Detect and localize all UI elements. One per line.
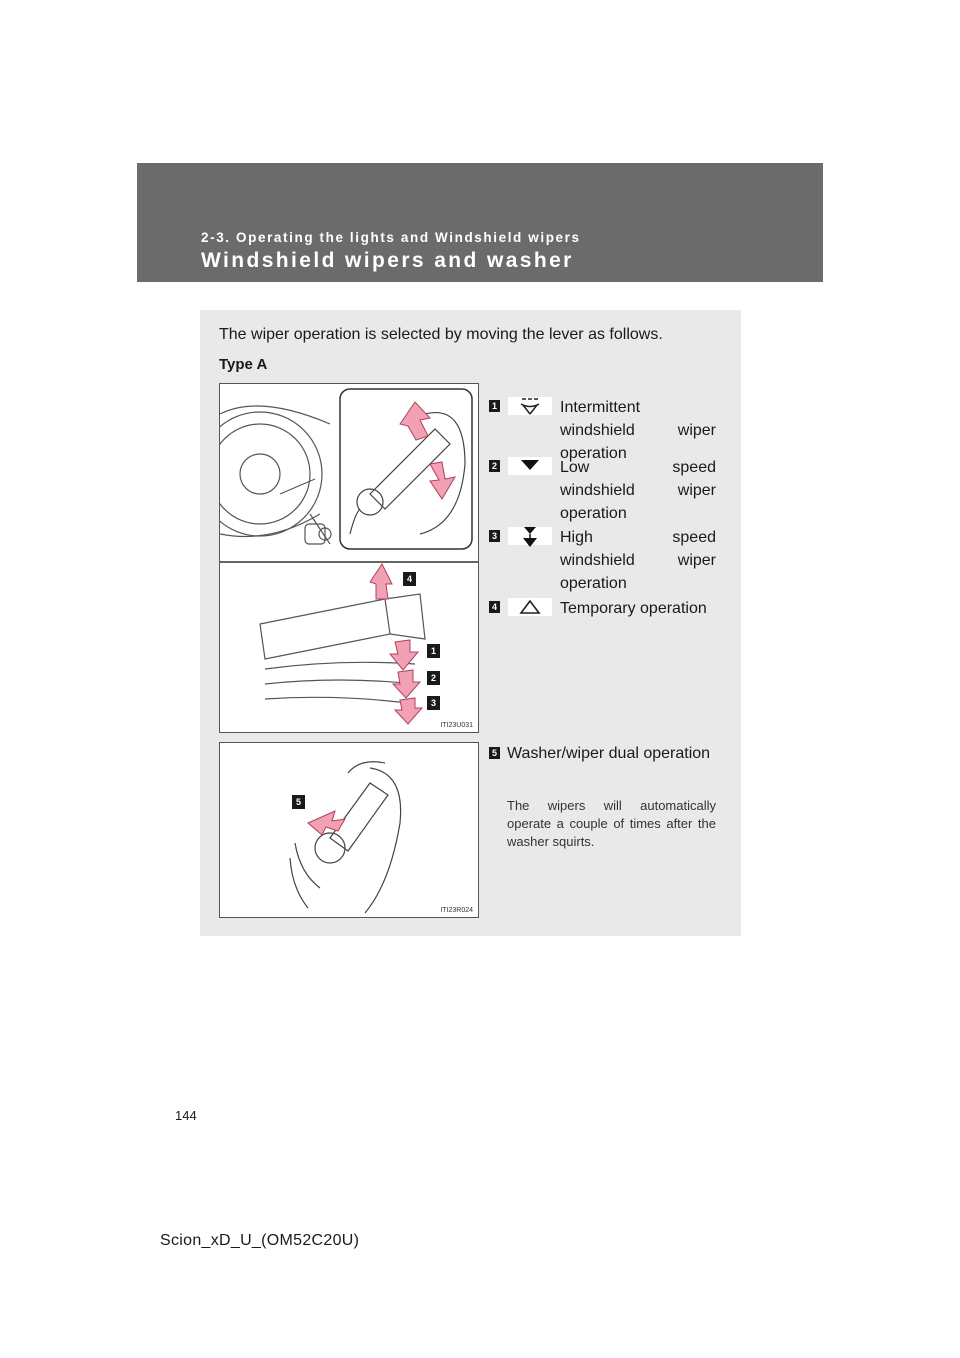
low-speed-wiper-icon — [508, 457, 552, 475]
figure-code: ITI23U031 — [440, 722, 473, 729]
type-label: Type A — [219, 356, 268, 373]
item-number: 1 — [489, 400, 500, 412]
item-number: 2 — [489, 460, 500, 472]
washer-illustration — [220, 743, 478, 917]
footer-text: Scion_xD_U_(OM52C20U) — [160, 1232, 360, 1249]
washer-note: The wipers will automatically operate a couple of times after the washer squirts. — [507, 798, 716, 849]
content-panel — [200, 310, 741, 936]
washer-item-number: 5 — [489, 747, 500, 759]
callout-4: 4 — [406, 574, 413, 584]
callout-2: 2 — [430, 673, 437, 683]
section-heading: 2-3. Operating the lights and Windshield wipers — [201, 230, 581, 245]
figure-code: ITI23R024 — [440, 907, 473, 914]
page-number: 144 — [175, 1108, 197, 1123]
page-title: Windshield wipers and washer — [201, 249, 574, 272]
wiper-lever-figure — [219, 383, 479, 733]
wiper-lever-illustration — [220, 384, 478, 732]
washer-text: Washer/wiper dual operation — [507, 745, 711, 762]
callout-3: 3 — [430, 698, 437, 708]
washer-figure — [219, 742, 479, 918]
item-text: Low speed windshield wiper operation — [560, 459, 716, 522]
intermittent-wiper-icon — [508, 397, 552, 415]
high-speed-wiper-icon — [508, 527, 552, 545]
item-number: 3 — [489, 530, 500, 542]
header-bar — [137, 163, 823, 282]
item-text: High speed windshield wiper operation — [560, 529, 716, 592]
item-number: 4 — [489, 601, 500, 613]
callout-5: 5 — [295, 797, 302, 807]
callout-1: 1 — [430, 646, 437, 656]
item-text: Intermittent windshield wiper operation — [560, 399, 716, 462]
item-text: Temporary operation — [560, 600, 707, 617]
intro-text: The wiper operation is selected by moving the lever as follows. — [219, 326, 663, 343]
temporary-operation-icon — [508, 598, 552, 616]
